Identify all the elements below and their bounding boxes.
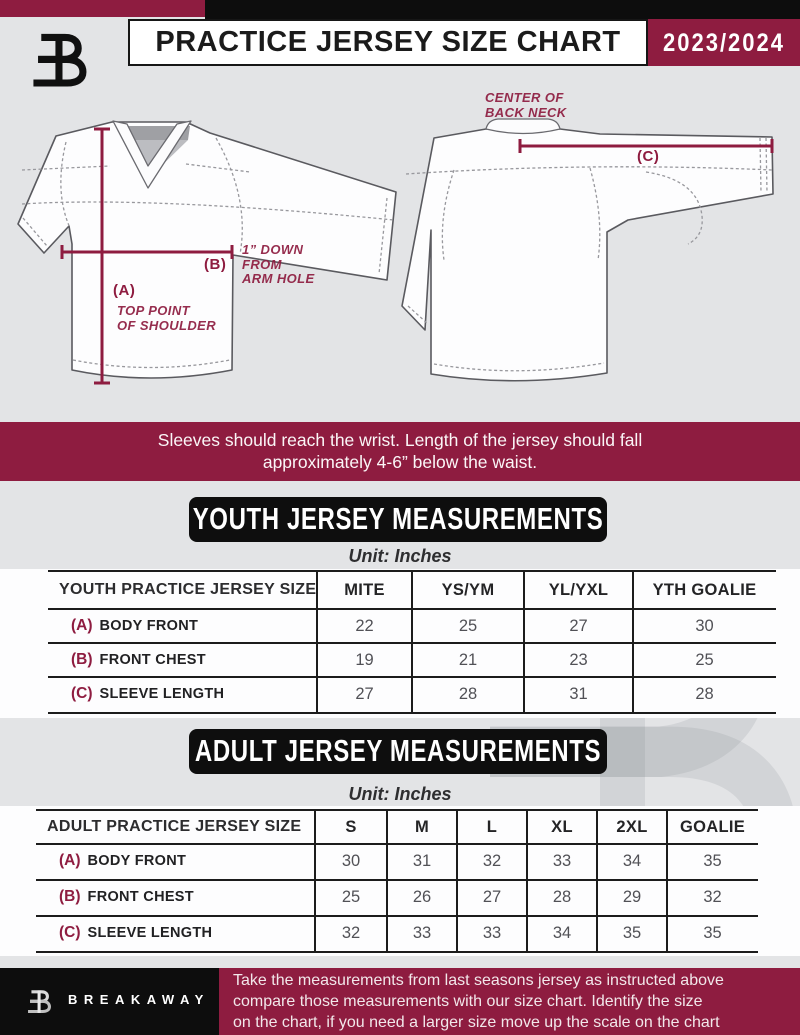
table-row (36, 917, 758, 949)
adult-size-table (36, 809, 758, 953)
row-label: SLEEVE LENGTH (99, 686, 225, 702)
row-key: (A) (59, 852, 81, 869)
brand-wordmark: BREAKAWAY (68, 992, 210, 1007)
youth-size-column-header: YOUTH PRACTICE JERSEY SIZE (59, 581, 317, 598)
row-label: FRONT CHEST (87, 889, 194, 905)
front-jersey-body (18, 122, 396, 378)
cell-value: 31 (412, 851, 432, 870)
cell-value: 26 (412, 887, 432, 906)
cell-value: 19 (355, 650, 374, 669)
adult-col-l: L (486, 817, 498, 836)
cell-value: 25 (458, 616, 478, 635)
season-badge-text: 2023/2024 (663, 27, 785, 57)
cell-value: 34 (552, 923, 572, 942)
youth-col-ylyxl: YL/YXL (548, 580, 609, 599)
cell-value: 27 (482, 887, 502, 906)
page-title-text: PRACTICE JERSEY SIZE CHART (155, 26, 621, 58)
cell-value: 22 (355, 616, 374, 635)
label-c-tag: (C) (637, 148, 660, 165)
header-maroon-stripe (0, 0, 205, 17)
cell-value: 28 (458, 684, 478, 703)
cell-value: 35 (703, 923, 722, 942)
back-jersey-diagram (398, 104, 800, 400)
youth-size-table (48, 570, 776, 714)
youth-section-heading (189, 497, 607, 542)
adult-unit-label: Unit: Inches (348, 784, 452, 804)
youth-col-ysym: YS/YM (441, 580, 495, 599)
shoulder-caption-line1: TOP POINT (117, 303, 190, 318)
cell-value: 33 (552, 851, 572, 870)
cell-value: 23 (569, 650, 588, 669)
youth-unit-label: Unit: Inches (348, 546, 452, 566)
back-neck-caption-line2: BACK NECK (485, 104, 567, 120)
cell-value: 34 (622, 851, 642, 870)
armhole-caption-line3: ARM HOLE (242, 271, 315, 286)
row-label: BODY FRONT (99, 618, 199, 634)
front-jersey-diagram (10, 106, 406, 398)
youth-col-goalie: YTH GOALIE (652, 580, 757, 599)
armhole-caption-line2: FROM (242, 256, 282, 272)
adult-col-xl: XL (551, 817, 573, 836)
row-key: (B) (59, 888, 81, 905)
breakaway-b-logo-icon (26, 28, 110, 94)
table-row (48, 678, 776, 710)
cell-value: 28 (695, 684, 714, 703)
adult-section-heading (189, 729, 607, 774)
label-b-tag: (B) (204, 256, 227, 273)
footer-line3: on the chart, if you need a larger size move up the scale on the chart (233, 1014, 720, 1031)
cell-value: 33 (482, 923, 502, 942)
notice-line2: approximately 4-6” below the waist. (262, 451, 538, 472)
cell-value: 29 (622, 887, 642, 906)
table-row (48, 610, 776, 642)
cell-value: 33 (412, 923, 432, 942)
notice-line1: Sleeves should reach the wrist. Length of the jersey should fall (157, 430, 643, 450)
season-badge (648, 19, 800, 66)
youth-header-row (48, 572, 776, 608)
adult-heading-text: ADULT JERSEY MEASUREMENTS (194, 733, 602, 769)
cell-value: 32 (703, 887, 722, 906)
adult-header-row (36, 811, 758, 843)
cell-value: 30 (695, 616, 714, 635)
cell-value: 30 (341, 851, 361, 870)
row-label: FRONT CHEST (99, 652, 206, 668)
adult-col-goalie: GOALIE (679, 817, 746, 836)
header-black-band (205, 0, 800, 20)
cell-value: 31 (569, 684, 588, 703)
footer-brand-panel (0, 968, 219, 1035)
cell-value: 28 (552, 887, 572, 906)
armhole-caption (242, 243, 315, 287)
back-neck-caption (485, 91, 567, 120)
back-neck-caption-line1: CENTER OF (485, 90, 564, 105)
cell-value: 21 (458, 650, 478, 669)
table-row (36, 881, 758, 913)
youth-col-mite: MITE (344, 580, 385, 599)
cell-value: 27 (355, 684, 374, 703)
shoulder-caption-line2: OF SHOULDER (117, 317, 217, 333)
row-key: (A) (71, 617, 93, 634)
footer-line1: Take the measurements from last seasons jersey as instructed above (233, 972, 724, 989)
adult-size-column-header: ADULT PRACTICE JERSEY SIZE (47, 818, 302, 835)
table-row (36, 845, 758, 877)
back-collar (486, 119, 560, 134)
adult-col-2xl: 2XL (616, 817, 648, 836)
row-label: BODY FRONT (87, 853, 187, 869)
row-key: (C) (71, 685, 93, 702)
page-title (128, 19, 648, 66)
cell-value: 25 (695, 650, 714, 669)
label-a-tag: (A) (113, 282, 136, 299)
row-key: (C) (59, 924, 81, 941)
row-label: SLEEVE LENGTH (87, 925, 213, 941)
cell-value: 27 (569, 616, 588, 635)
shoulder-caption (117, 304, 216, 333)
table-row (48, 644, 776, 676)
notice-banner (0, 422, 800, 481)
cell-value: 25 (341, 887, 361, 906)
breakaway-b-logo-small-icon (26, 983, 60, 1021)
footer-instructions-panel (219, 968, 800, 1035)
cell-value: 32 (341, 923, 361, 942)
armhole-caption-line1: 1” DOWN (242, 242, 304, 257)
cell-value: 32 (482, 851, 502, 870)
youth-heading-text: YOUTH JERSEY MEASUREMENTS (192, 501, 604, 537)
cell-value: 35 (703, 851, 722, 870)
footer-line2: compare those measurements with our size chart. Identify the size (233, 993, 703, 1010)
adult-col-s: S (345, 817, 357, 836)
adult-col-m: M (414, 817, 430, 836)
cell-value: 35 (622, 923, 642, 942)
row-key: (B) (71, 651, 93, 668)
footer-instructions (233, 970, 789, 1033)
